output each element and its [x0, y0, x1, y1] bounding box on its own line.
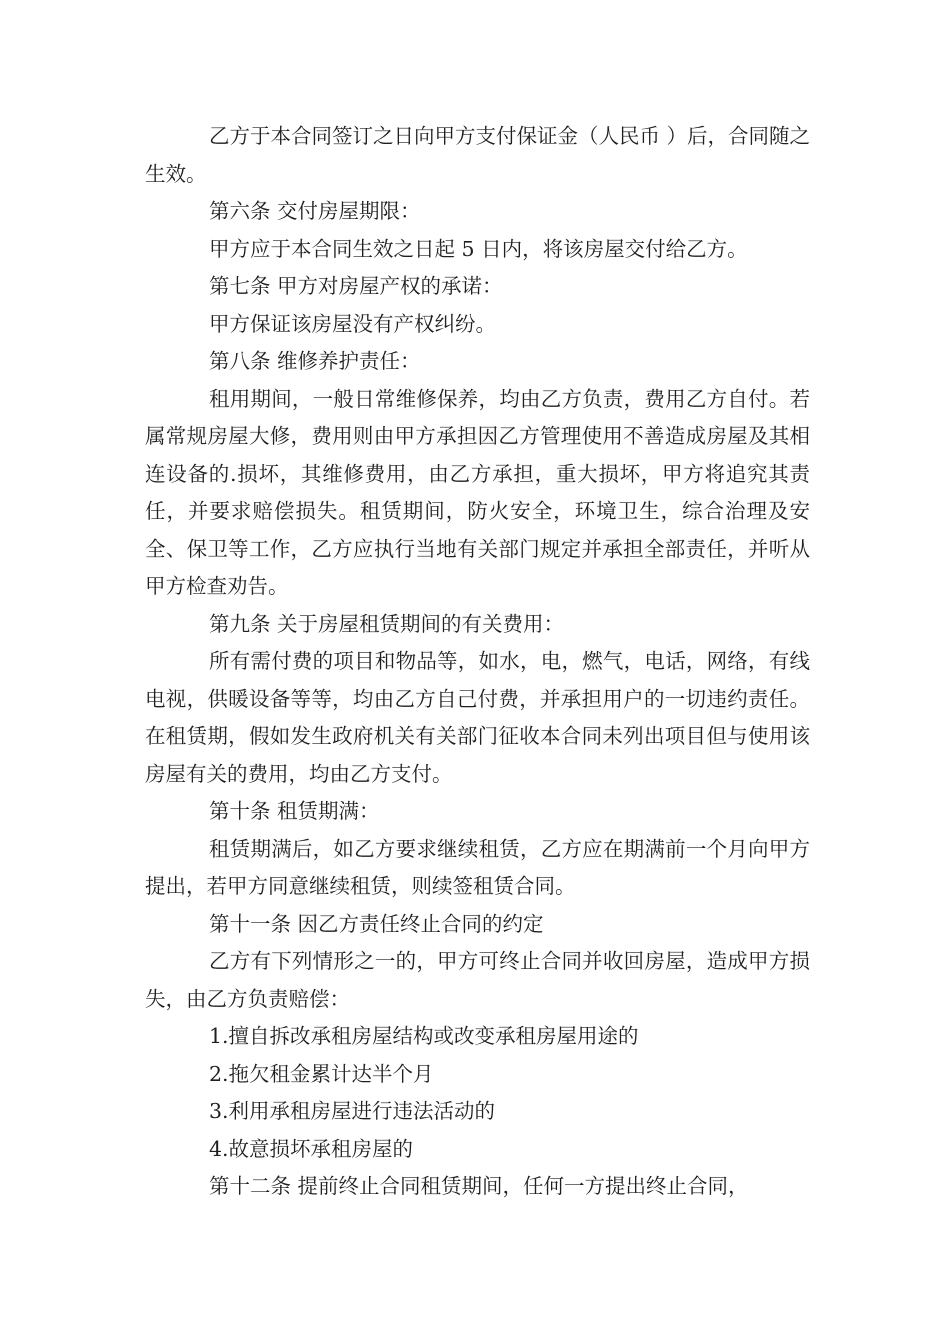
heading-article-10: 第十条 租赁期满： [209, 799, 380, 823]
heading-article-11: 第十一条 因乙方责任终止合同的约定 [209, 911, 544, 936]
document-body [145, 118, 810, 1206]
paragraph-termination-conditions: 乙方有下列情形之一的，甲方可终止合同并收回房屋，造成甲方损失，由乙方负责赔偿： [145, 949, 810, 1011]
heading-article-12: 第十二条 提前终止合同租赁期间，任何一方提出终止合同， [209, 1174, 749, 1198]
heading-article-6: 第六条 交付房屋期限： [209, 199, 421, 223]
paragraph-lease-expiry: 租赁期满后，如乙方要求继续租赁，乙方应在期满前一个月向甲方提出，若甲方同意继续租赁，则续签租赁合同。 [145, 836, 810, 898]
paragraph-property-right: 甲方保证该房屋没有产权纠纷。 [209, 311, 496, 336]
paragraph-maintenance: 租用期间，一般日常维修保养，均由乙方负责，费用乙方自付。若属常规房屋大修，费用则由甲方承担因乙方管理使用不善造成房屋及其相连设备的.损坏，其维修费用，由乙方承担，重大损坏，甲方将追究其责任，并要求赔偿损失。租赁期间，防火安全，环境卫生，综合治理及安全、保卫等工作，乙方应执行当地有关部门规定并承担全部责任，并听从甲方检查劝告。 [145, 386, 810, 598]
paragraph-deposit: 乙方于本合同签订之日向甲方支付保证金（人民币 ）后，合同随之生效。 [145, 124, 811, 186]
list-item-3: 3.利用承租房屋进行违法活动的 [209, 1099, 496, 1123]
paragraph-fees: 所有需付费的项目和物品等，如水，电，燃气，电话，网络，有线电视，供暖设备等等，均由乙方自己付费，并承担用户的一切违约责任。在租赁期，假如发生政府机关有关部门征收本合同未列出项目但与使用该房屋有关的费用，均由乙方支付。 [145, 649, 810, 786]
paragraph-delivery-period: 甲方应于本合同生效之日起 5 日内，将该房屋交付给乙方。 [209, 236, 748, 261]
heading-article-7: 第七条 甲方对房屋产权的承诺： [209, 274, 503, 298]
list-item-1: 1.擅自拆改承租房屋结构或改变承租房屋用途的 [209, 1024, 639, 1048]
heading-article-8: 第八条 维修养护责任： [209, 349, 421, 373]
list-item-2: 2.拖欠租金累计达半个月 [209, 1061, 434, 1086]
list-item-4: 4.故意损坏承租房屋的 [209, 1136, 414, 1161]
heading-article-9: 第九条 关于房屋租赁期间的有关费用： [209, 611, 565, 636]
